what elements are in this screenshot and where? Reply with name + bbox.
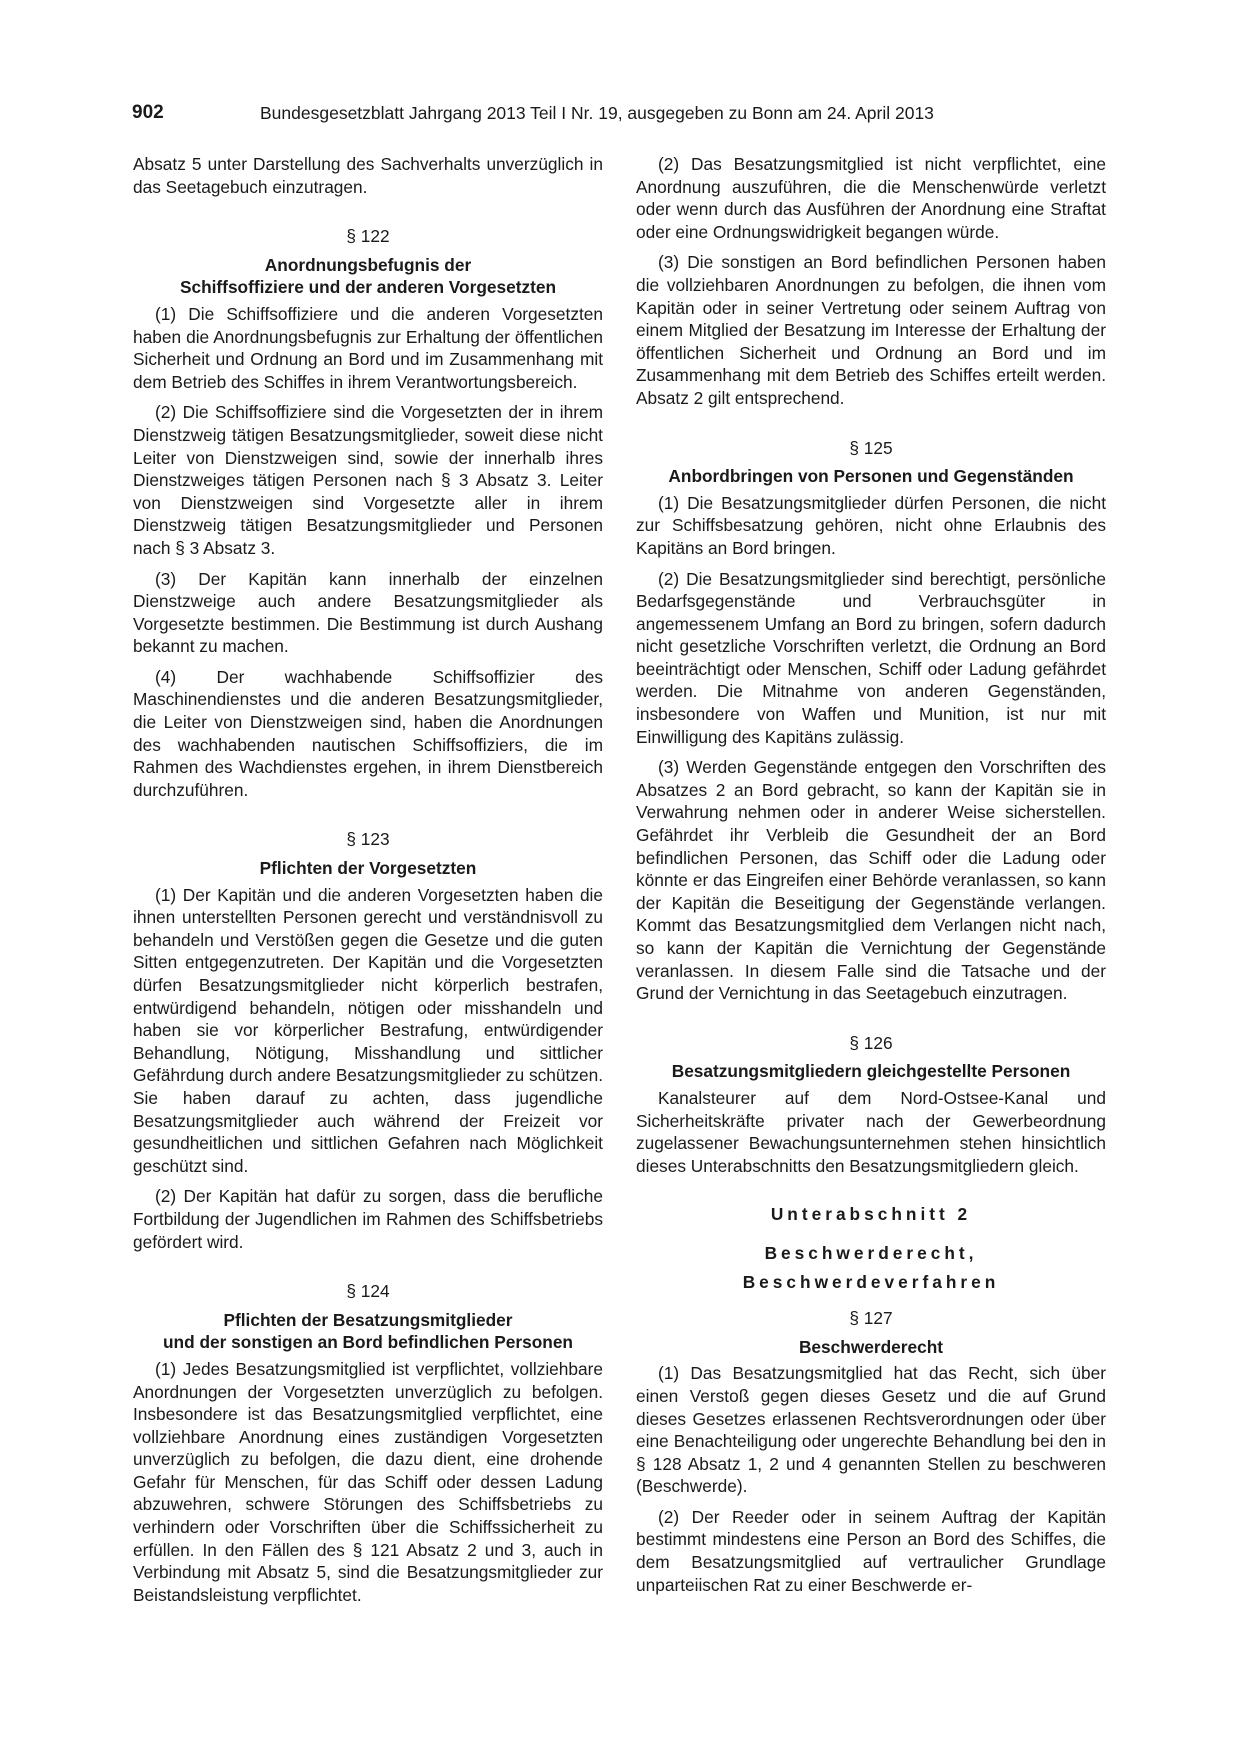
section-title: Besatzungsmitgliedern gleichgestellte Personen (671, 1061, 1071, 1082)
page-number: 902 (132, 102, 164, 123)
paragraph: (3) Werden Gegenstände entgegen den Vorschriften des Absatzes 2 an Bord gebracht, so kann der Kapitän sie in Verwahrung nehmen oder in anderer Weise sicherstellen. Gefährdet ihr Verbleib die Gesundheit der an Bord befindlichen Personen, das Schiff oder die Ladung oder könnte er das Eingreifen einer Behörde veranlassen, so kann der Kapitän die Beseitigung der Gegenstände verlangen. Kommt das Besatzungsmitglied dem Verlangen nicht nach, so kann der Kapitän die Vernichtung der Gegenstände veranlassen. In diesem Falle sind die Tatsache und der Grund der Vernichtung in das Seetagebuch einzutragen. (636, 757, 1106, 1004)
paragraph: (4) Der wachhabende Schiffsoffizier des Maschinendienstes und die anderen Besatzungsmitglieder, die Leiter von Dienstzweigen sind, haben die Anordnungen des wachhabenden nautischen Schiffsoffiziers, die im Rahmen des Wachdienstes ergehen, in ihrem Dienstbereich durchzuführen. (133, 666, 603, 800)
paragraph: Kanalsteurer auf dem Nord-Ostsee-Kanal und Sicherheitskräfte privater nach der Gewerbeordnung zugelassener Bewachungsunternehmen stehen hinsichtlich dieses Unterabschnitts den Besatzungsmitgliedern gleich. (636, 1087, 1106, 1176)
paragraph: (3) Der Kapitän kann innerhalb der einzelnen Dienstzweige auch andere Besatzungsmitglieder als Vorgesetzte bestimmen. Die Bestimmung ist durch Aushang bekannt zu machen. (133, 568, 603, 657)
section-126 (636, 1032, 1106, 1178)
section-title-line: und der sonstigen an Bord befindlichen Personen (163, 1332, 573, 1353)
continuation-paragraph: Absatz 5 unter Darstellung des Sachverhalts unverzüglich in das Seetagebuch einzutragen. (133, 154, 603, 197)
section-125 (636, 437, 1106, 1005)
paragraph: (1) Das Besatzungsmitglied hat das Recht, sich über einen Verstoß gegen dieses Gesetz und die auf Grund dieses Gesetzes erlassenen Rechtsverordnungen oder über eine Benachteiligung oder ungerechte Behandlung bei den in § 128 Absatz 1, 2 und 4 genannten Stellen zu beschweren (Beschwerde). (636, 1363, 1106, 1497)
paragraph: (1) Der Kapitän und die anderen Vorgesetzten haben die ihnen unterstellten Personen gerecht und verständnisvoll zu behandeln und Verstößen gegen die Gesetze und die guten Sitten entgegenzutreten. Der Kapitän und die Vorgesetzten dürfen Besatzungsmitglieder nicht körperlich bestrafen, entwürdigend behandeln, nötigen oder misshandeln und haben sie vor körperlicher Bestrafung, entwürdigender Behandlung, Nötigung, Misshandlung und sittlicher Gefährdung durch andere Besatzungsmitglieder zu schützen. Sie haben darauf zu achten, dass jugendliche Besatzungsmitglieder auch während der Freizeit vor gesundheitlichen und sittlichen Gefahren nach Möglichkeit geschützt sind. (133, 884, 603, 1176)
paragraph: (1) Die Schiffsoffiziere und die anderen Vorgesetzten haben die Anordnungsbefugnis zur Erhaltung der öffentlichen Sicherheit und Ordnung an Bord und im Zusammenhang mit dem Betrieb des Schiffes in ihrem Verantwortungsbereich. (133, 303, 603, 392)
paragraph: (1) Jedes Besatzungsmitglied ist verpflichtet, vollziehbare Anordnungen der Vorgesetzten unverzüglich zu befolgen. Insbesondere ist das Besatzungsmitglied verpflichtet, eine vollziehbare Anordnung eines zuständigen Vorgesetzten unverzüglich zu befolgen, die dazu dient, eine drohende Gefahr für Menschen, für das Schiff oder dessen Ladung abzuwehren, schwere Störungen des Schiffsbetriebs zu verhindern oder Vorschriften über die Schiffssicherheit zu erfüllen. In den Fällen des § 121 Absatz 2 und 3, auch in Verbindung mit Absatz 5, sind die Besatzungsmitglieder zur Beistandsleistung verpflichtet. (133, 1358, 603, 1605)
page-header (132, 100, 1112, 126)
section-title: Beschwerderecht (798, 1336, 944, 1357)
section-title (133, 254, 603, 299)
paragraph: (2) Die Besatzungsmitglieder sind berechtigt, persönliche Bedarfsgegenstände und Verbrauchsgüter in angemessenem Umfang an Bord zu bringen, sofern dadurch nicht gesetzliche Vorschriften verletzt, die Ordnung an Bord beeinträchtigt oder Menschen, Schiff oder Ladung gefährdet werden. Die Mitnahme von anderen Gegenständen, insbesondere von Waffen und Munition, ist nur mit Einwilligung des Kapitäns zulässig. (636, 568, 1106, 747)
section-title-line: Schiffsoffiziere und der anderen Vorgesetzten (179, 277, 557, 298)
section-number: § 126 (849, 1032, 893, 1053)
section-number: § 124 (346, 1281, 390, 1302)
section-number: § 125 (849, 437, 893, 458)
left-column (133, 153, 603, 1614)
section-127 (636, 1307, 1106, 1596)
subdivision-title-line: Beschwerderecht, (764, 1242, 978, 1263)
paragraph: (3) Die sonstigen an Bord befindlichen Personen haben die vollziehbaren Anordnungen zu befolgen, die ihnen vom Kapitän oder in seiner Vertretung oder seinem Auftrag von einem Mitglied der Besatzung im Interesse der Erhaltung der öffentlichen Sicherheit und Ordnung an Bord und im Zusammenhang mit dem Betrieb des Schiffes erteilt werden. Absatz 2 gilt entsprechend. (636, 252, 1106, 408)
paragraph: (2) Die Schiffsoffiziere sind die Vorgesetzten der in ihrem Dienstzweig tätigen Besatzungsmitglieder, soweit diese nicht Leiter von Dienstzweigen sind, sowie der innerhalb ihres Dienstzweiges tätigen Personen nach § 3 Absatz 3. Leiter von Dienstzweigen sind Vorgesetzte aller in ihrem Dienstzweig tätigen Besatzungsmitglieder und Personen nach § 3 Absatz 3. (133, 402, 603, 558)
section-122 (133, 225, 603, 801)
right-column (636, 153, 1106, 1604)
subdivision-heading (636, 1203, 1106, 1293)
section-title: Pflichten der Vorgesetzten (259, 858, 477, 879)
paragraph: (2) Das Besatzungsmitglied ist nicht verpflichtet, eine Anordnung auszuführen, die die Menschenwürde verletzt oder wenn durch das Ausführen der Anordnung eine Straftat oder eine Ordnungswidrigkeit begangen würde. (636, 154, 1106, 242)
section-number: § 127 (849, 1308, 893, 1329)
section-123 (133, 828, 603, 1253)
subdivision-title-line: Beschwerdeverfahren (742, 1271, 1000, 1292)
section-title-line: Anordnungsbefugnis der (264, 254, 472, 275)
section-title-line: Pflichten der Besatzungsmitglieder (223, 1309, 513, 1330)
paragraph: (2) Der Kapitän hat dafür zu sorgen, dass die berufliche Fortbildung der Jugendlichen im Rahmen des Schiffsbetriebs gefördert wird. (133, 1186, 603, 1252)
section-number: § 122 (346, 226, 390, 247)
paragraph: (2) Der Reeder oder in seinem Auftrag der Kapitän bestimmt mindestens eine Person an Bord des Schiffes, die dem Besatzungsmitglied auf vertraulicher Grundlage unparteiischen Rat zu einer Beschwerde er- (636, 1506, 1106, 1595)
section-title (133, 1309, 603, 1354)
subdivision-number: Unterabschnitt 2 (770, 1204, 972, 1225)
running-head: Bundesgesetzblatt Jahrgang 2013 Teil I Nr. 19, ausgegeben zu Bonn am 24. April 2013 (260, 103, 934, 123)
section-title: Anbordbringen von Personen und Gegenständen (668, 466, 1074, 487)
paragraph: (1) Die Besatzungsmitglieder dürfen Personen, die nicht zur Schiffsbesatzung gehören, nicht ohne Erlaubnis des Kapitäns an Bord bringen. (636, 492, 1106, 558)
section-number: § 123 (346, 829, 390, 850)
section-124 (133, 1280, 603, 1606)
